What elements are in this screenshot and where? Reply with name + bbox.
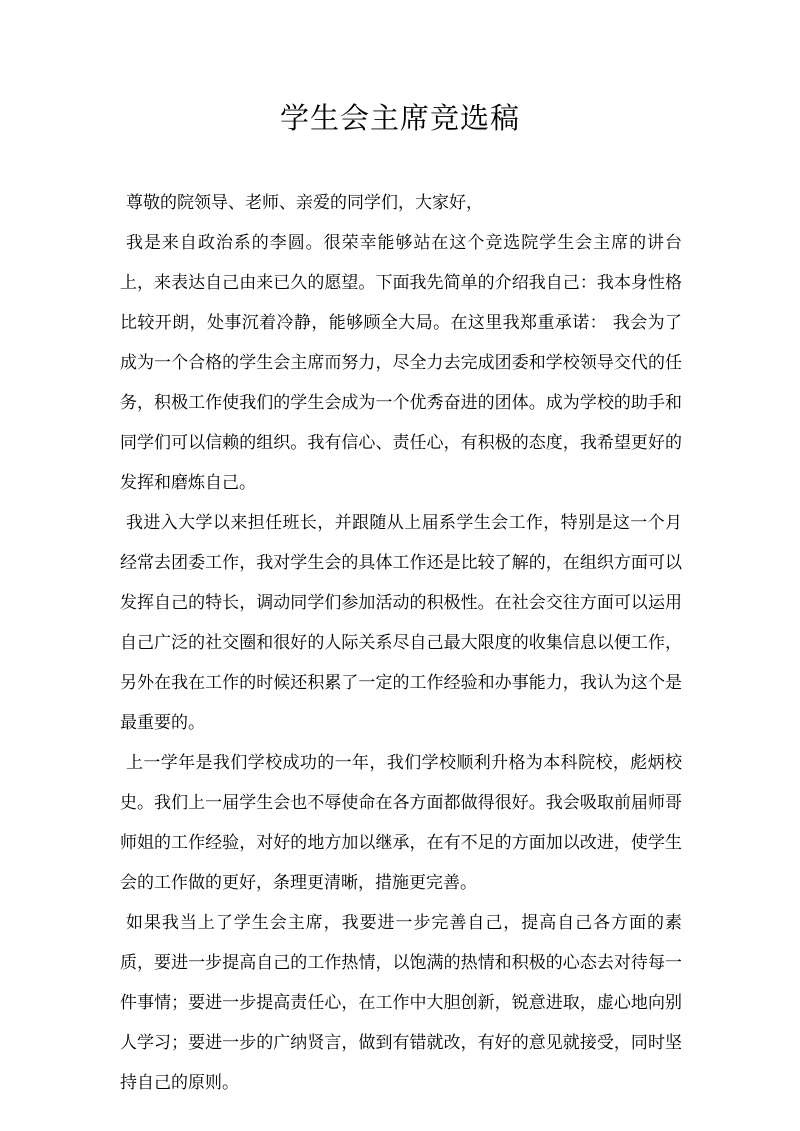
paragraph-introduction: 我是来自政治系的李圆。很荣幸能够站在这个竞选院学生会主席的讲台上，来表达自己由来已久的愿望。下面我先简单的介绍我自己：我本身性格比较开朗，处事沉着冷静，能够顾全大局。在这里我郑重承诺： 我会为了成为一个合格的学生会主席而努力，尽全力去完成团委和学校领导交代的任务，积极工作使我们的学生会成为一个优秀奋进的团体。成为学校的助手和同学们可以信赖的组织。我有信心、责任心，有积极的态度，我希望更好的发挥和磨炼自己。: [120, 233, 682, 493]
paragraph-commitment: 如果我当上了学生会主席，我要进一步完善自己，提高自己各方面的素质，要进一步提高自己的工作热情，以饱满的热情和积极的心态去对待每一件事情；要进一步提高责任心，在工作中大胆创新，锐意进取，虚心地向别人学习；要进一步的广纳贤言，做到有错就改，有好的意见就接受，同时坚持自己的原则。: [120, 913, 682, 1093]
paragraph-greeting: 尊敬的院领导、老师、亲爱的同学们，大家好，: [126, 193, 483, 213]
page-title: 学生会主席竞选稿: [279, 101, 520, 135]
paragraph-past-year: 上一学年是我们学校成功的一年，我们学校顺利升格为本科院校，彪炳校史。我们上一届学生会也不辱使命在各方面都做得很好。我会吸取前届师哥师姐的工作经验，对好的地方加以继承，在有不足的方面加以改进，使学生会的工作做的更好，条理更清晰，措施更完善。: [120, 753, 682, 893]
document-body: [120, 183, 682, 1103]
paragraph-experience: 我进入大学以来担任班长，并跟随从上届系学生会工作，特别是这一个月经常去团委工作，我对学生会的具体工作还是比较了解的，在组织方面可以发挥自己的特长，调动同学们参加活动的积极性。在社会交往方面可以运用自己广泛的社交圈和很好的人际关系尽自己最大限度的收集信息以便工作，另外在我在工作的时候还积累了一定的工作经验和办事能力，我认为这个是最重要的。: [120, 513, 682, 733]
